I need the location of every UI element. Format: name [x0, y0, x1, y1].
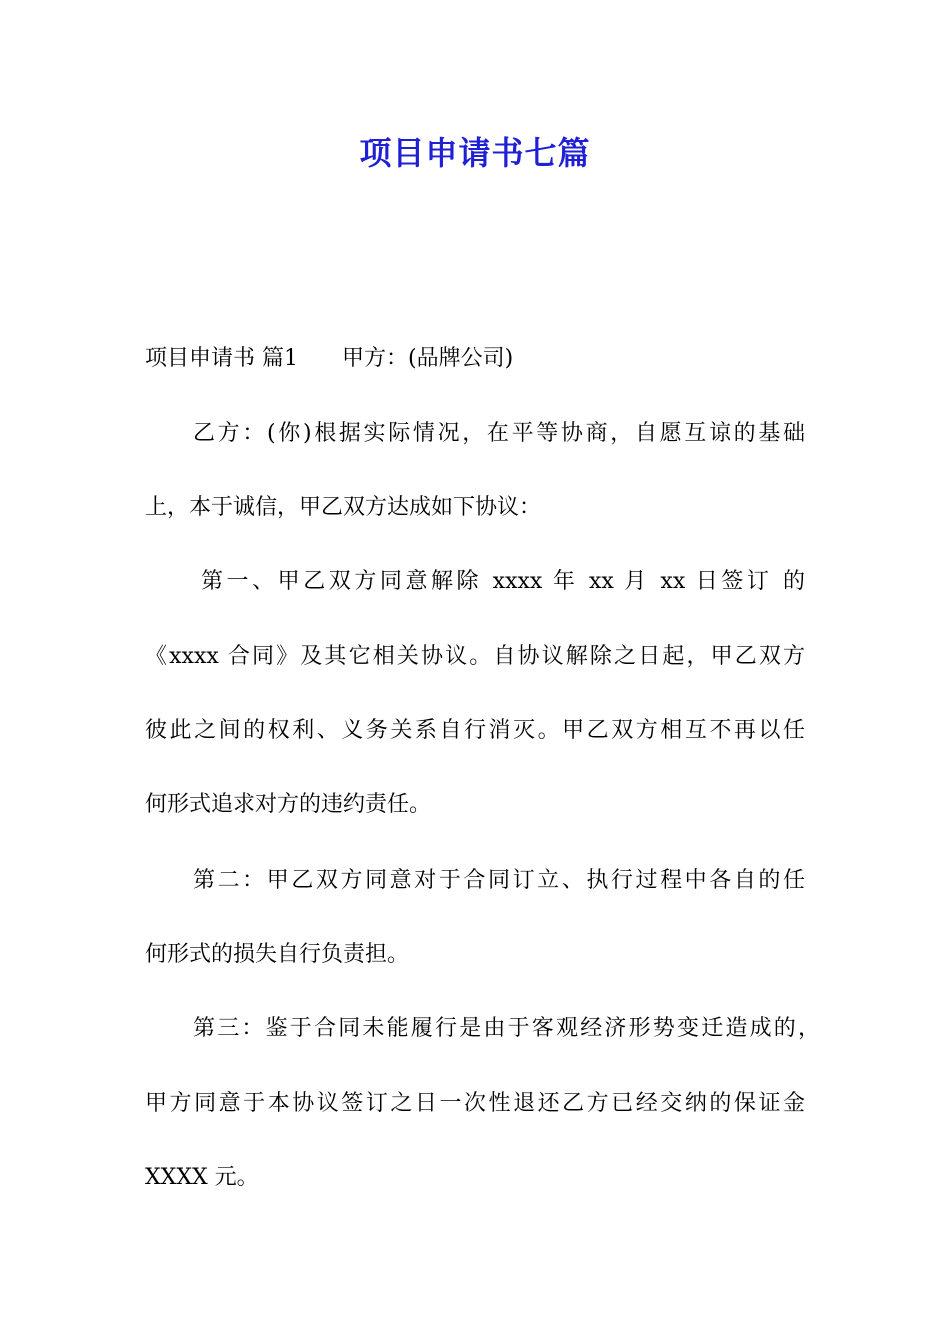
paragraph-line: 何形式的损失自行负责担。	[145, 942, 410, 967]
paragraph-line: 上，本于诚信，甲乙双方达成如下协议：	[145, 495, 542, 520]
paragraph-line: 第三：鉴于合同未能履行是由于客观经济形势变迁造成的，	[193, 1016, 820, 1041]
document-title: 项目申请书七篇	[359, 134, 591, 172]
header-line	[145, 344, 815, 374]
paragraph-line: 第二：甲乙双方同意对于合同订立、执行过程中各自的任	[193, 868, 805, 893]
paragraph-line: 彼此之间的权利、义务关系自行消灭。甲乙双方相互不再以任	[145, 718, 805, 743]
paragraph-line: 何形式追求对方的违约责任。	[145, 792, 432, 817]
paragraph-line: 甲方同意于本协议签订之日一次性退还乙方已经交纳的保证金	[145, 1091, 805, 1116]
section-heading: 项目申请书 篇1	[145, 346, 298, 371]
party-a-label: 甲方：(品牌公司)	[342, 346, 514, 371]
paragraph-line: 《xxxx 合同》及其它相关协议。自协议解除之日起，甲乙双方	[145, 644, 805, 669]
paragraph-line: 第一、甲乙双方同意解除 xxxx 年 xx 月 xx 日签订 的	[201, 569, 805, 594]
paragraph-line: XXXX 元。	[145, 1165, 259, 1190]
paragraph-line: 乙方：(你)根据实际情况，在平等协商，自愿互谅的基础	[193, 421, 805, 446]
